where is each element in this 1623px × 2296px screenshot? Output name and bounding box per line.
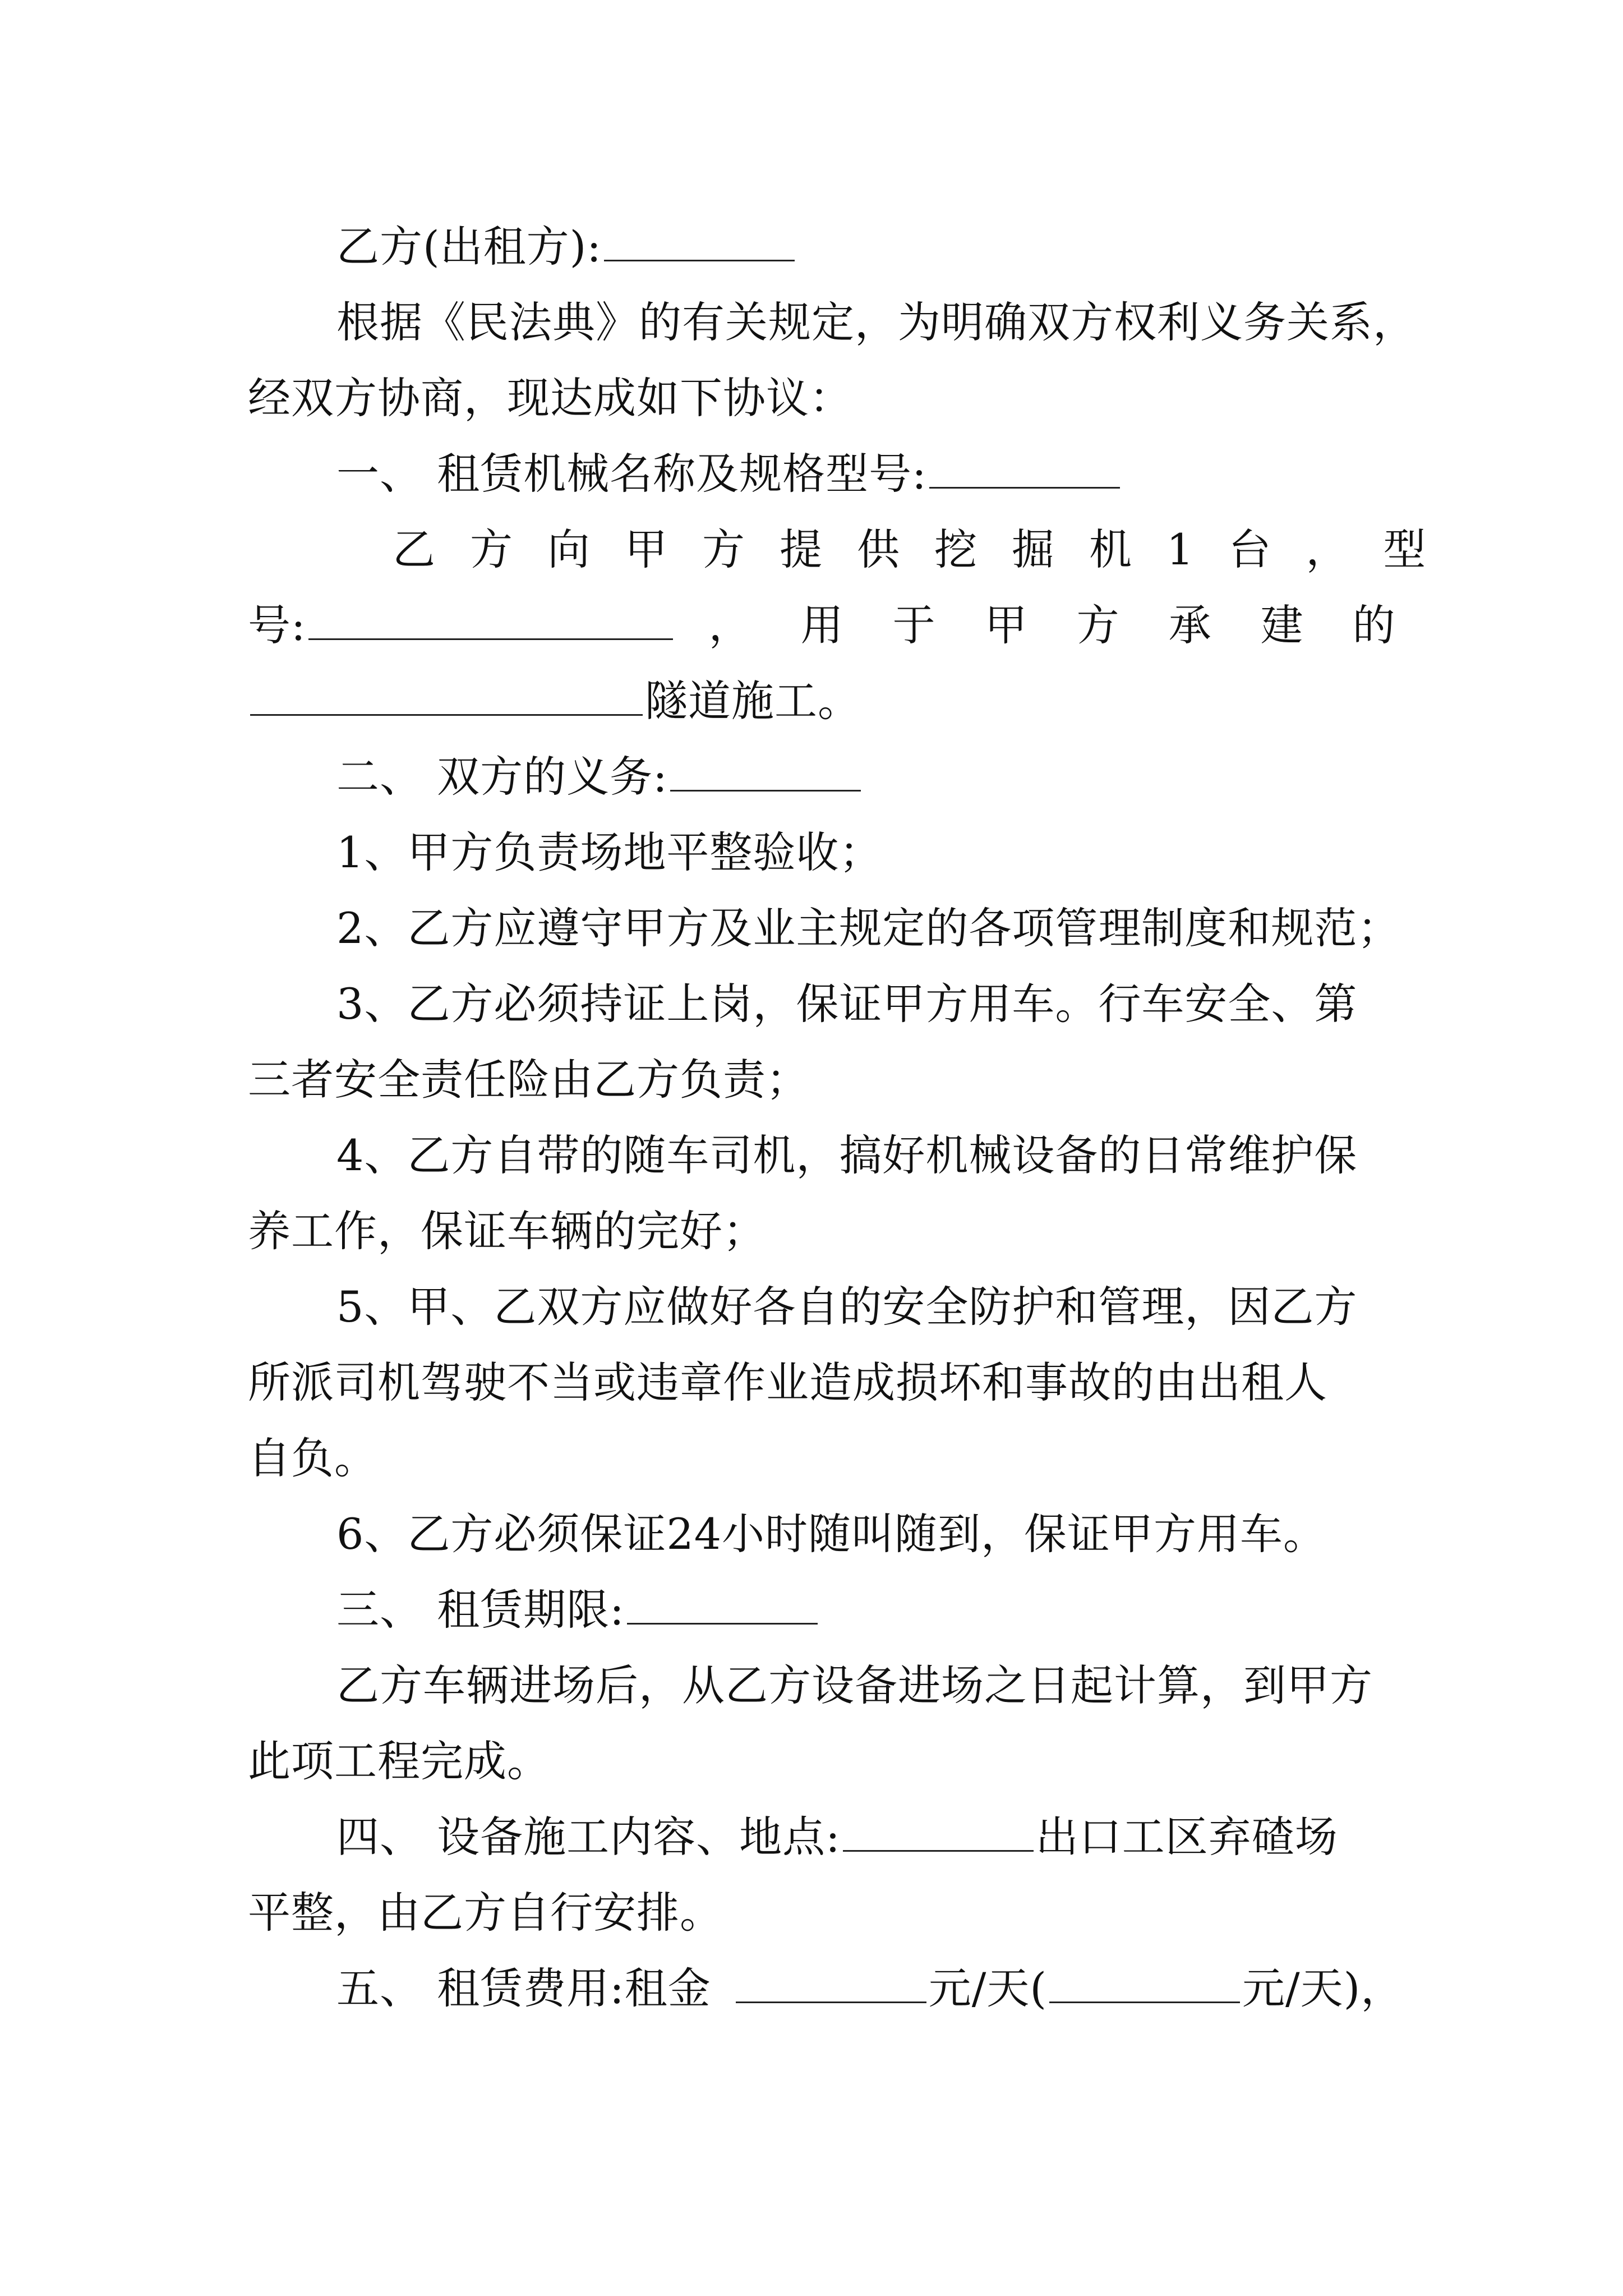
duty-6: 6、乙方必须保证24小时随叫随到，保证甲方用车。 — [336, 1509, 1327, 1559]
section-5-heading — [336, 1961, 1404, 2017]
section-4-label: 四、 设备施工内容、地点: — [336, 1812, 841, 1862]
section-4-location: 出口工区弃碴场 — [1035, 1812, 1338, 1862]
section-4-heading — [336, 1809, 1338, 1865]
party-b-label: 乙方(出租方): — [336, 222, 602, 272]
duty-3-line-2: 三者安全责任险由乙方负责； — [248, 1055, 809, 1105]
section-1-text-1 — [393, 522, 1460, 578]
section-2-label: 二、 双方的义务: — [336, 752, 668, 802]
duty-5-line-1: 5、甲、乙双方应做好各自的安全防护和管理，因乙方 — [336, 1282, 1358, 1332]
section-3-blank — [627, 1584, 818, 1625]
section-4-line-2: 平整，由乙方自行安排。 — [248, 1888, 723, 1938]
rent-blank-2 — [1049, 1962, 1240, 2003]
section-1-text-2 — [248, 597, 1445, 654]
term-line-2: 此项工程完成。 — [248, 1736, 550, 1786]
duty-4-line-1: 4、乙方自带的随车司机，搞好机械设备的日常维护保 — [336, 1130, 1358, 1180]
duty-4-line-2: 养工作，保证车辆的完好； — [248, 1206, 766, 1256]
preamble-line-2: 经双方协商，现达成如下协议： — [248, 373, 852, 423]
duty-5-line-2: 所派司机驾驶不当或违章作业造成损坏和事故的由出租人 — [248, 1358, 1327, 1407]
model-suffix: ，用于甲方承建的 — [708, 600, 1445, 650]
section-3-heading — [336, 1582, 820, 1638]
rent-unit-1: 元/天( — [928, 1963, 1048, 2013]
section-2-blank — [670, 751, 861, 792]
section-2-heading — [336, 749, 863, 805]
duty-2: 2、乙方应遵守甲方及业主规定的各项管理制度和规范； — [336, 903, 1401, 953]
duty-5-line-3: 自负。 — [248, 1433, 377, 1483]
preamble-line-1: 根据《民法典》的有关规定，为明确双方权利义务关系， — [336, 297, 1416, 347]
section-4-blank — [843, 1811, 1034, 1852]
party-b-blank — [604, 220, 795, 261]
section-1-text-1-content: 乙方向甲方提供挖掘机1台，型 — [393, 524, 1461, 574]
tunnel-text: 隧道施工。 — [645, 676, 861, 726]
party-b-line — [336, 219, 797, 275]
model-label: 号: — [248, 600, 306, 650]
section-1-label: 一、 租赁机械名称及规格型号: — [336, 449, 927, 499]
model-blank — [308, 599, 673, 640]
rent-blank-1 — [736, 1962, 926, 2003]
section-3-label: 三、 租赁期限: — [336, 1585, 625, 1635]
duty-3-line-1: 3、乙方必须持证上岗，保证甲方用车。行车安全、第 — [336, 979, 1358, 1029]
project-blank — [250, 675, 643, 716]
section-5-label: 五、 租赁费用:租金 — [336, 1963, 711, 2013]
rent-unit-2: 元/天)， — [1242, 1963, 1404, 2013]
section-1-text-3 — [248, 673, 861, 729]
section-1-blank — [929, 448, 1120, 489]
section-1-heading — [336, 446, 1122, 502]
duty-1: 1、甲方负责场地平整验收； — [336, 827, 883, 877]
term-line-1: 乙方车辆进场后，从乙方设备进场之日起计算，到甲方 — [336, 1660, 1373, 1710]
